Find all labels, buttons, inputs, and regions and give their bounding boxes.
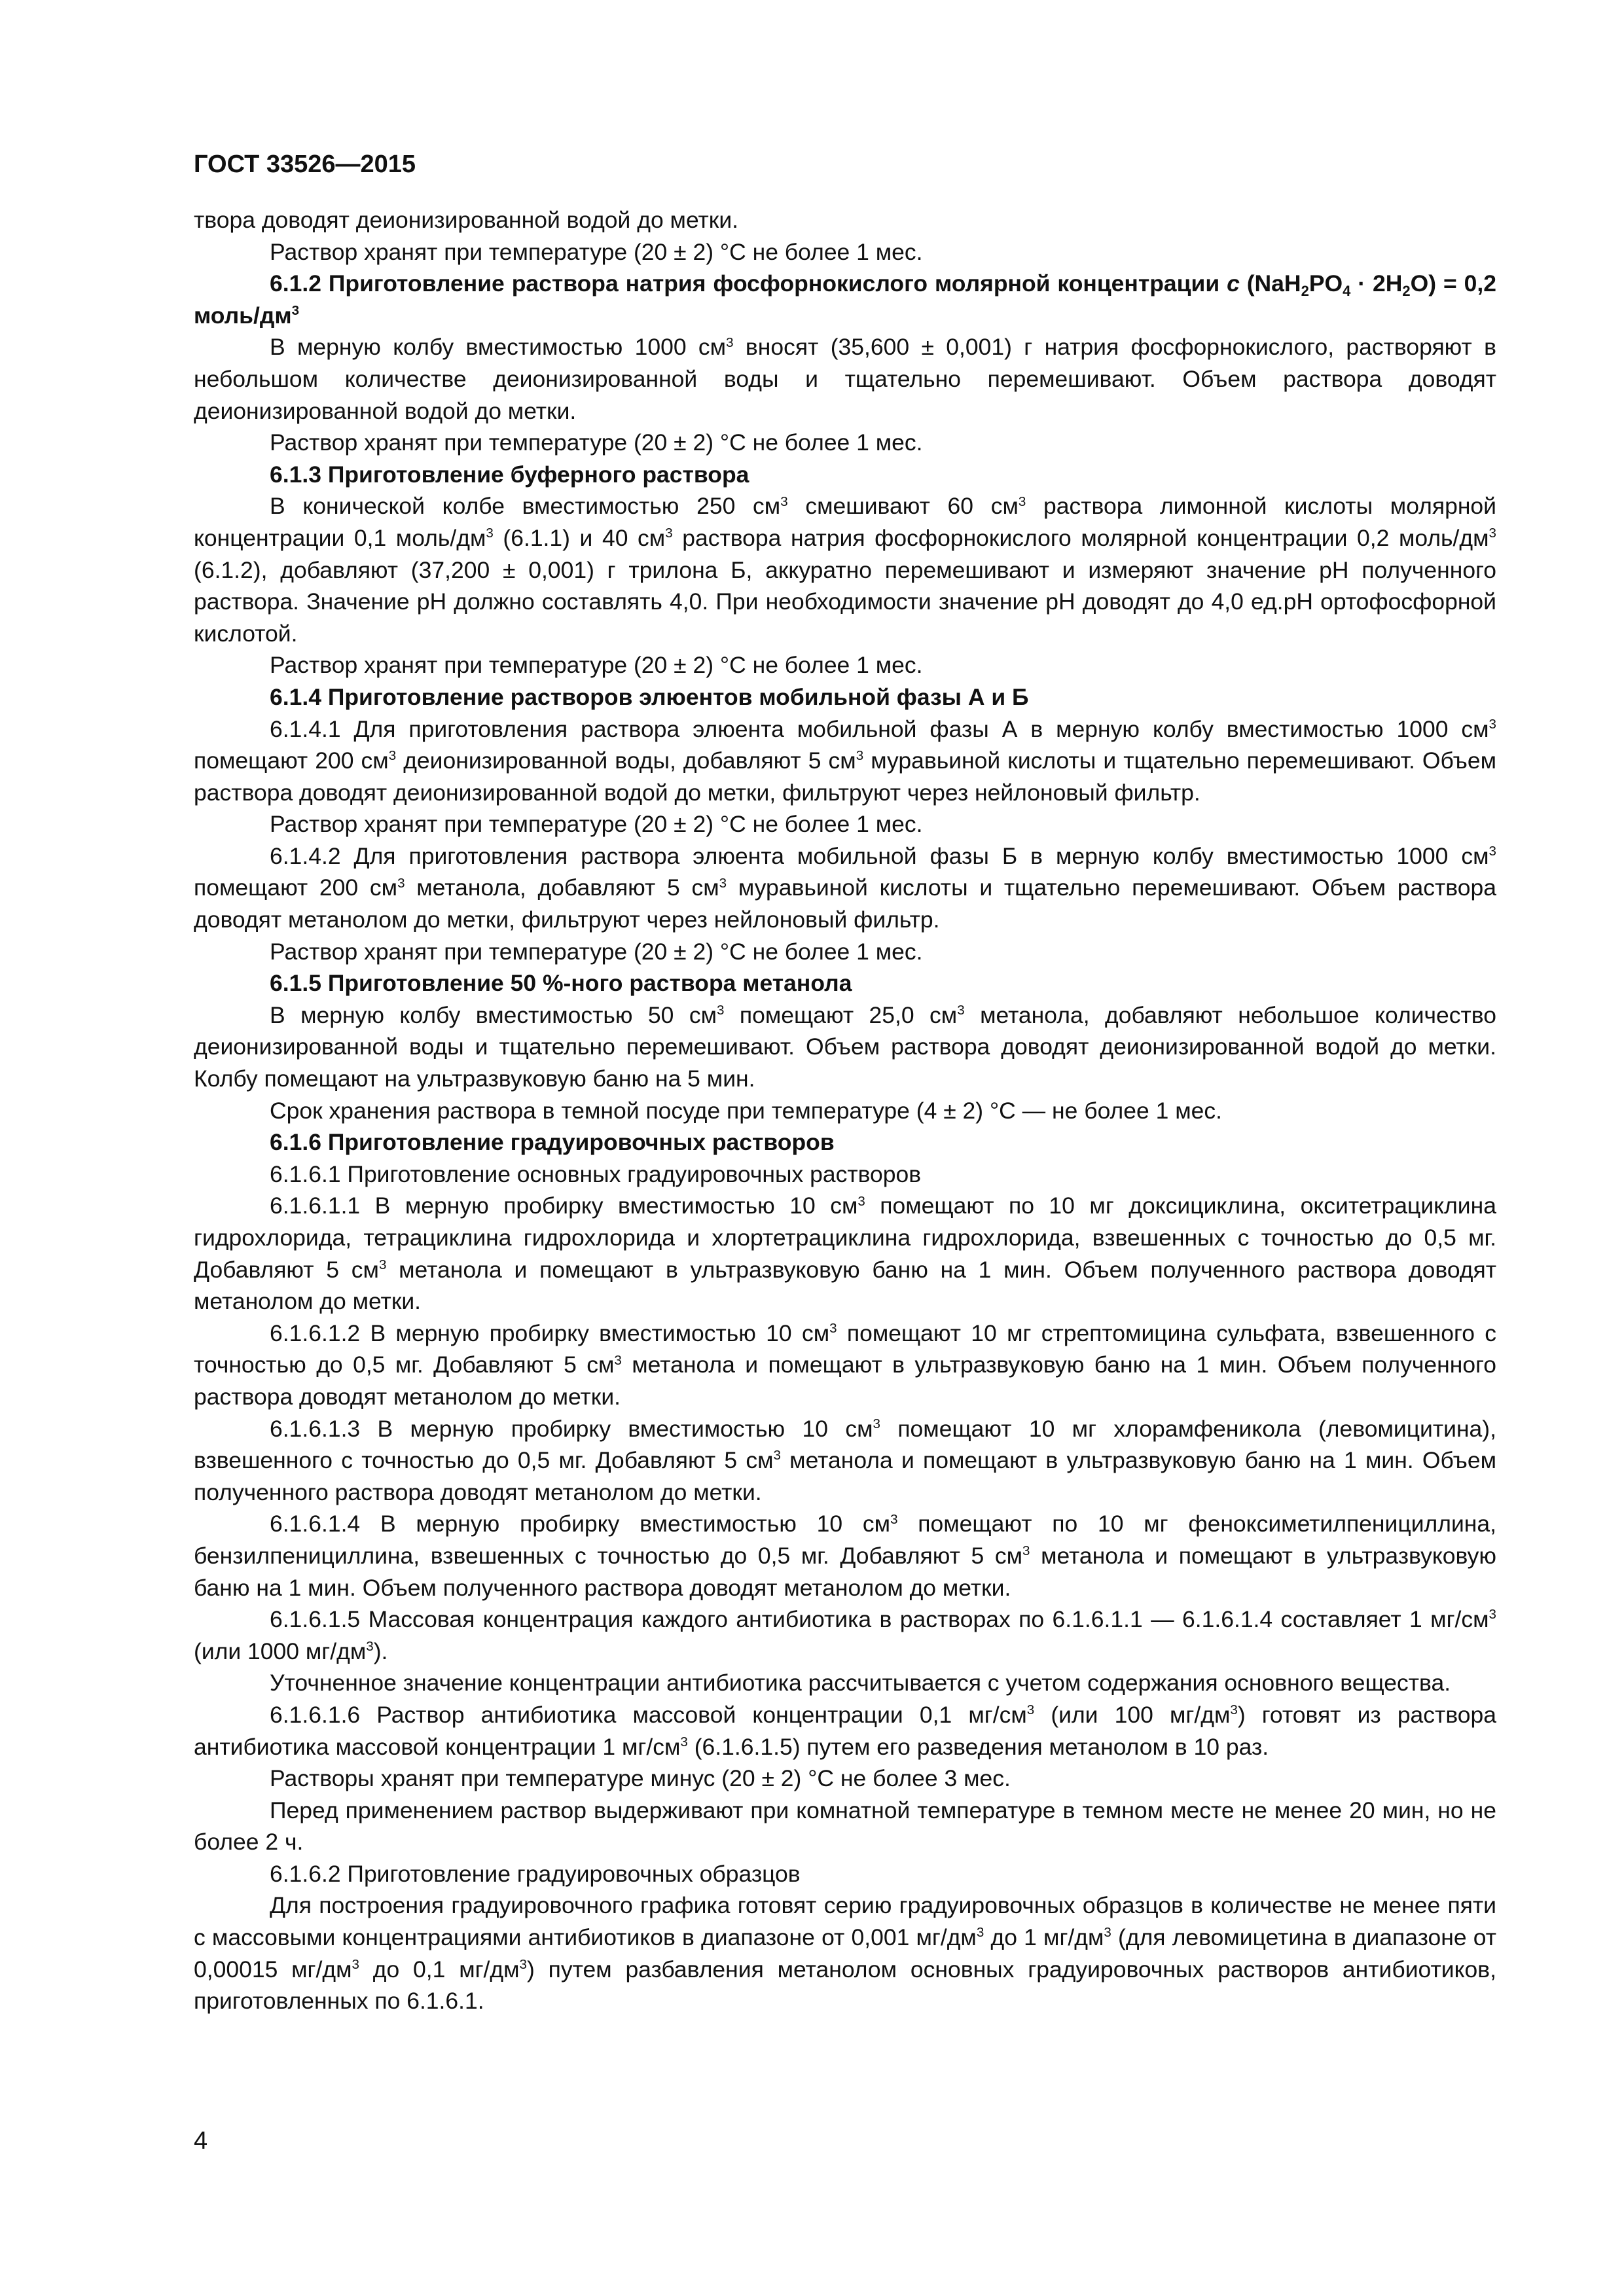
section-6-1-3-title: 6.1.3 Приготовление буферного раствора <box>270 461 749 488</box>
paragraph-continuation: твора доводят деионизированной водой до метки. <box>194 207 739 233</box>
paragraph: 6.1.6.1.5 Массовая концентрация каждого антибиотика в растворах по 6.1.6.1.1 — 6.1.6.1.4 составляет 1 $мг/см^3$ (или 1000 $мг/дм^3$). <box>194 1606 1496 1664</box>
paragraph: 6.1.4.1 Для приготовления раствора элюента мобильной фазы А в мерную колбу вместимостью 1000 $см^3$ помещают 200 $см^3$ деионизированной воды, добавляют 5 $см^3$ муравьиной кислоты и тщательно перемешивают. Объем раствора доводят деионизированной водой до метки, фильтруют через нейлоновый фильтр. <box>194 715 1496 806</box>
storage-note: Раствор хранят при температуре (20 ± 2) °С не более 1 мес. <box>270 238 923 265</box>
paragraph: Перед применением раствор выдерживают при комнатной температуре в темном месте не менее 20 мин, но не более 2 ч. <box>194 1797 1496 1856</box>
storage-note: Растворы хранят при температуре минус (20 ± 2) °С не более 3 мес. <box>270 1765 1011 1792</box>
document-header: ГОСТ 33526—2015 <box>194 151 416 178</box>
section-6-1-4-title: 6.1.4 Приготовление растворов элюентов мобильной фазы А и Б <box>270 683 1029 710</box>
page-number: 4 <box>194 2127 208 2155</box>
storage-note: Раствор хранят при температуре (20 ± 2) °С не более 1 мес. <box>270 652 923 679</box>
paragraph: 6.1.6.1.4 В мерную пробирку вместимостью 10 $см^3$ помещают по 10 мг феноксиметилпенициллина, бензилпенициллина, взвешенных с точностью до 0,5 мг. Добавляют 5 $см^3$ метанола и помещают в ультразвуковую баню на 1 мин. Объем полученного раствора доводят метанолом до метки. <box>194 1511 1497 1601</box>
paragraph: В мерную колбу вместимостью 1000 $см^3$ вносят (35,600 ± 0,001) г натрия фосфорнокислого, растворяют в небольшом количестве деионизированной воды и тщательно перемешивают. Объем раствора доводят деионизированной водой до метки. <box>194 334 1496 424</box>
paragraph: В мерную колбу вместимостью 50 $см^3$ помещают 25,0 $см^3$ метанола, добавляют небольшое количество деионизированной воды и тщательно перемешивают. Объем раствора доводят деионизированной водой до метки. Колбу помещают на ультразвуковую баню на 5 мин. <box>194 1001 1496 1092</box>
paragraph: Уточненное значение концентрации антибиотика рассчитывается с учетом содержания основного вещества. <box>270 1670 1451 1696</box>
subsection-title: 6.1.6.1 Приготовление основных градуировочных растворов <box>270 1160 922 1187</box>
paragraph: В конической колбе вместимостью 250 $см^3$ смешивают 60 $см^3$ раствора лимонной кислоты молярной концентрации 0,1 моль/$дм^3$ (6.1.1) и 40 $см^3$ раствора натрия фосфорнокислого молярной концентрации 0,2 моль/$дм^3$ (6.1.2), добавляют (37,200 ± 0,001) г трилона Б, аккуратно перемешивают и измеряют значение рН полученного раствора. Значение рН должно составлять 4,0. При необходимости значение рН доводят до 4,0 ед.рН ортофосфорной кислотой. <box>194 493 1497 647</box>
storage-note: Раствор хранят при температуре (20 ± 2) °С не более 1 мес. <box>270 811 923 838</box>
document-body <box>194 204 1496 2017</box>
paragraph: 6.1.6.1.1 В мерную пробирку вместимостью 10 $см^3$ помещают по 10 мг доксициклина, окситетрациклина гидрохлорида, тетрациклина гидрохлорида и хлортетрациклина гидрохлорида, взвешенных с точностью до 0,5 мг. Добавляют 5 $см^3$ метанола и помещают в ультразвуковую баню на 1 мин. Объем полученного раствора доводят метанолом до метки. <box>194 1193 1496 1315</box>
storage-note: Срок хранения раствора в темной посуде при температуре (4 ± 2) °С — не более 1 мес. <box>270 1097 1222 1124</box>
storage-note: Раствор хранят при температуре (20 ± 2) °С не более 1 мес. <box>270 429 923 456</box>
paragraph: 6.1.6.1.2 В мерную пробирку вместимостью 10 $см^3$ помещают 10 мг стрептомицина сульфата, взвешенного с точностью до 0,5 мг. Добавляют 5 $см^3$ метанола и помещают в ультразвуковую баню на 1 мин. Объем полученного раствора доводят метанолом до метки. <box>194 1319 1496 1410</box>
paragraph: 6.1.4.2 Для приготовления раствора элюента мобильной фазы Б в мерную колбу вместимостью 1000 $см^3$ помещают 200 $см^3$ метанола, добавляют 5 $см^3$ муравьиной кислоты и тщательно перемешивают. Объем раствора доводят метанолом до метки, фильтруют через нейлоновый фильтр. <box>194 842 1496 933</box>
section-6-1-5-title: 6.1.5 Приготовление 50 %-ного раствора метанола <box>270 970 852 997</box>
section-6-1-2-title: 6.1.2 Приготовление раствора натрия фосфорнокислого молярной концентрации c $(NaH_2PO_4 \cdot 2H_2O) = 0,2$ моль/$дм^3$ <box>194 270 1496 329</box>
paragraph: 6.1.6.1.6 Раствор антибиотика массовой концентрации 0,1 $мг/см^3$ (или 100 $мг/дм^3$) готовят из раствора антибиотика массовой концентрации 1 $мг/см^3$ (6.1.6.1.5) путем его разведения метанолом в 10 раз. <box>194 1701 1497 1760</box>
paragraph: Для построения градуировочного графика готовят серию градуировочных образцов в количестве не менее пяти с массовыми концентрациями антибиотиков в диапазоне от 0,001 $мг/дм^3$ до 1 $мг/дм^3$ (для левомицетина в диапазоне от 0,00015 $мг/дм^3$ до 0,1 $мг/дм^3$) путем разбавления метанолом основных градуировочных растворов антибиотиков, приготовленных по 6.1.6.1. <box>194 1892 1497 2015</box>
subsection-title: 6.1.6.2 Приготовление градуировочных образцов <box>270 1860 801 1887</box>
storage-note: Раствор хранят при температуре (20 ± 2) °С не более 1 мес. <box>270 938 923 965</box>
paragraph: 6.1.6.1.3 В мерную пробирку вместимостью 10 $см^3$ помещают 10 мг хлорамфеникола (левомицитина), взвешенного с точностью до 0,5 мг. Добавляют 5 $см^3$ метанола и помещают в ультразвуковую баню на 1 мин. Объем полученного раствора доводят метанолом до метки. <box>194 1415 1496 1505</box>
document-page <box>194 148 1496 2017</box>
section-6-1-6-title: 6.1.6 Приготовление градуировочных растворов <box>270 1129 835 1156</box>
